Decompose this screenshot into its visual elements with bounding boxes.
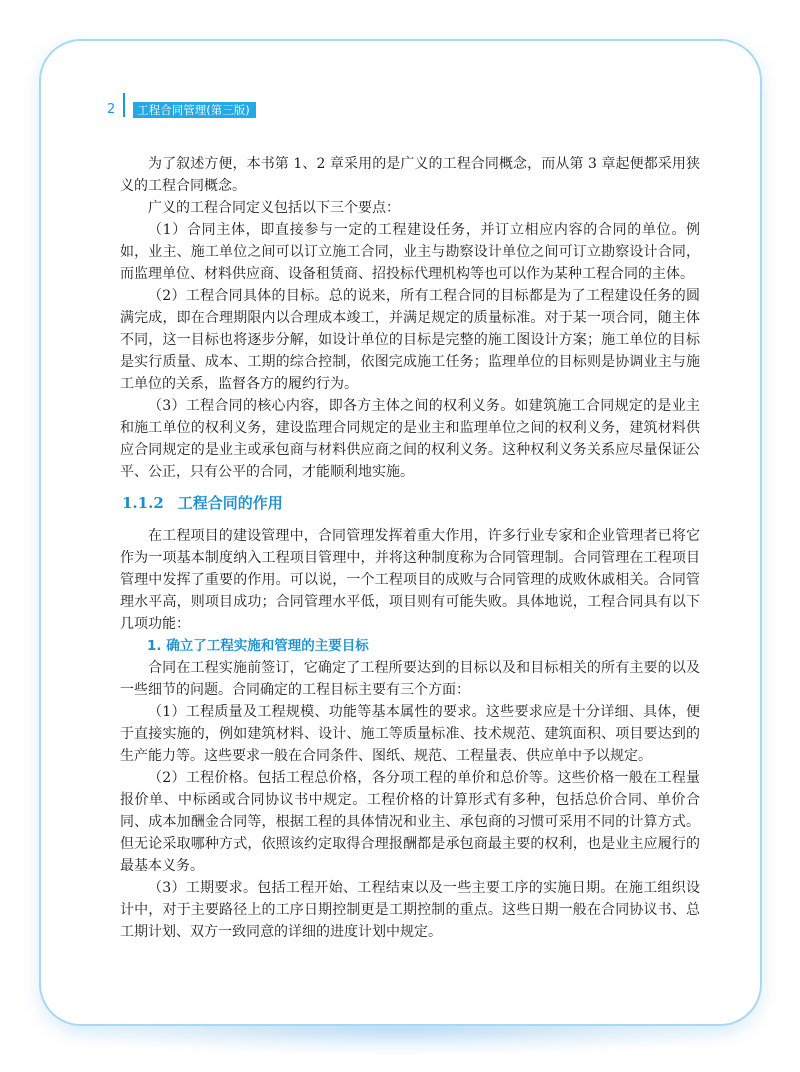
paragraph: （2）工程合同具体的目标。总的说来，所有工程合同的目标都是为了工程建设任务的圆满完成，即在合理期限内以合理成本竣工，并满足规定的质量标准。对于某一项合同，随主体不同，这一目标也将逐步分解，如设计单位的目标是完整的施工图设计方案；施工单位的目标是实行质量、成本、工期的综合控制，依图完成施工任务；监理单位的目标则是协调业主与施工单位的关系，监督各方的履约行为。	[120, 288, 700, 392]
page-number: 2	[107, 102, 116, 117]
paragraph: 在工程项目的建设管理中，合同管理发挥着重大作用，许多行业专家和企业管理者已将它作为一项基本制度纳入工程项目管理中，并将这种制度称为合同管理制。合同管理在工程项目管理中发挥了重要的作用。可以说，一个工程项目的成败与合同管理的成败休戚相关。合同管理水平高，则项目成功；合同管理水平低，项目则有可能失败。具体地说，工程合同具有以下几项功能：	[120, 528, 700, 632]
section-heading	[122, 492, 700, 514]
paragraph: 为了叙述方便，本书第 1、2 章采用的是广义的工程合同概念，而从第 3 章起便都采用狭义的工程合同概念。	[120, 156, 700, 194]
book-page	[39, 39, 762, 1026]
paragraph: （3）工程合同的核心内容，即各方主体之间的权利义务。如建筑施工合同规定的是业主和施工单位的权利义务，建设监理合同规定的是业主和监理单位之间的权利义务，建筑材料供应合同规定的是业主或承包商与材料供应商之间的权利义务。这种权利义务关系应尽量保证公平、公正，只有公平的合同，才能顺利地实施。	[120, 398, 700, 480]
paragraph: （1）工程质量及工程规模、功能等基本属性的要求。这些要求应是十分详细、具体，便于直接实施的，例如建筑材料、设计、施工等质量标准、技术规范、建筑面积、项目要达到的生产能力等。这些要求一般在合同条件、图纸、规范、工程量表、供应单中予以规定。	[120, 704, 700, 764]
section-title: 工程合同的作用	[177, 494, 283, 512]
header-divider	[123, 93, 125, 117]
running-header	[107, 101, 256, 119]
paragraph: 合同在工程实施前签订，它确定了工程所要达到的目标以及和目标相关的所有主要的以及一些细节的问题。合同确定的工程目标主要有三个方面：	[120, 660, 700, 698]
section-number: 1.1.2	[122, 494, 164, 512]
subsection-heading: 1. 确立了工程实施和管理的主要目标	[147, 638, 369, 654]
book-title: 工程合同管理(第三版)	[133, 102, 255, 118]
paragraph: （1）合同主体，即直接参与一定的工程建设任务，并订立相应内容的合同的单位。例如，业主、施工单位之间可以订立施工合同，业主与勘察设计单位之间可订立勘察设计合同，而监理单位、材料供应商、设备租赁商、招投标代理机构等也可以作为某种工程合同的主体。	[120, 222, 700, 282]
paragraph: （2）工程价格。包括工程总价格，各分项工程的单价和总价等。这些价格一般在工程量报价单、中标函或合同协议书中规定。工程价格的计算形式有多种，包括总价合同、单价合同、成本加酬金合同等，根据工程的具体情况和业主、承包商的习惯可采用不同的计算方式。但无论采取哪种方式，依照该约定取得合理报酬都是承包商最主要的权利，也是业主应履行的最基本义务。	[120, 770, 700, 874]
page-content	[120, 153, 700, 943]
paragraph: 广义的工程合同定义包括以下三个要点：	[148, 200, 400, 216]
paragraph: （3）工期要求。包括工程开始、工程结束以及一些主要工序的实施日期。在施工组织设计中，对于主要路径上的工序日期控制更是工期控制的重点。这些日期一般在合同协议书、总工期计划、双方一致同意的详细的进度计划中规定。	[120, 880, 700, 940]
